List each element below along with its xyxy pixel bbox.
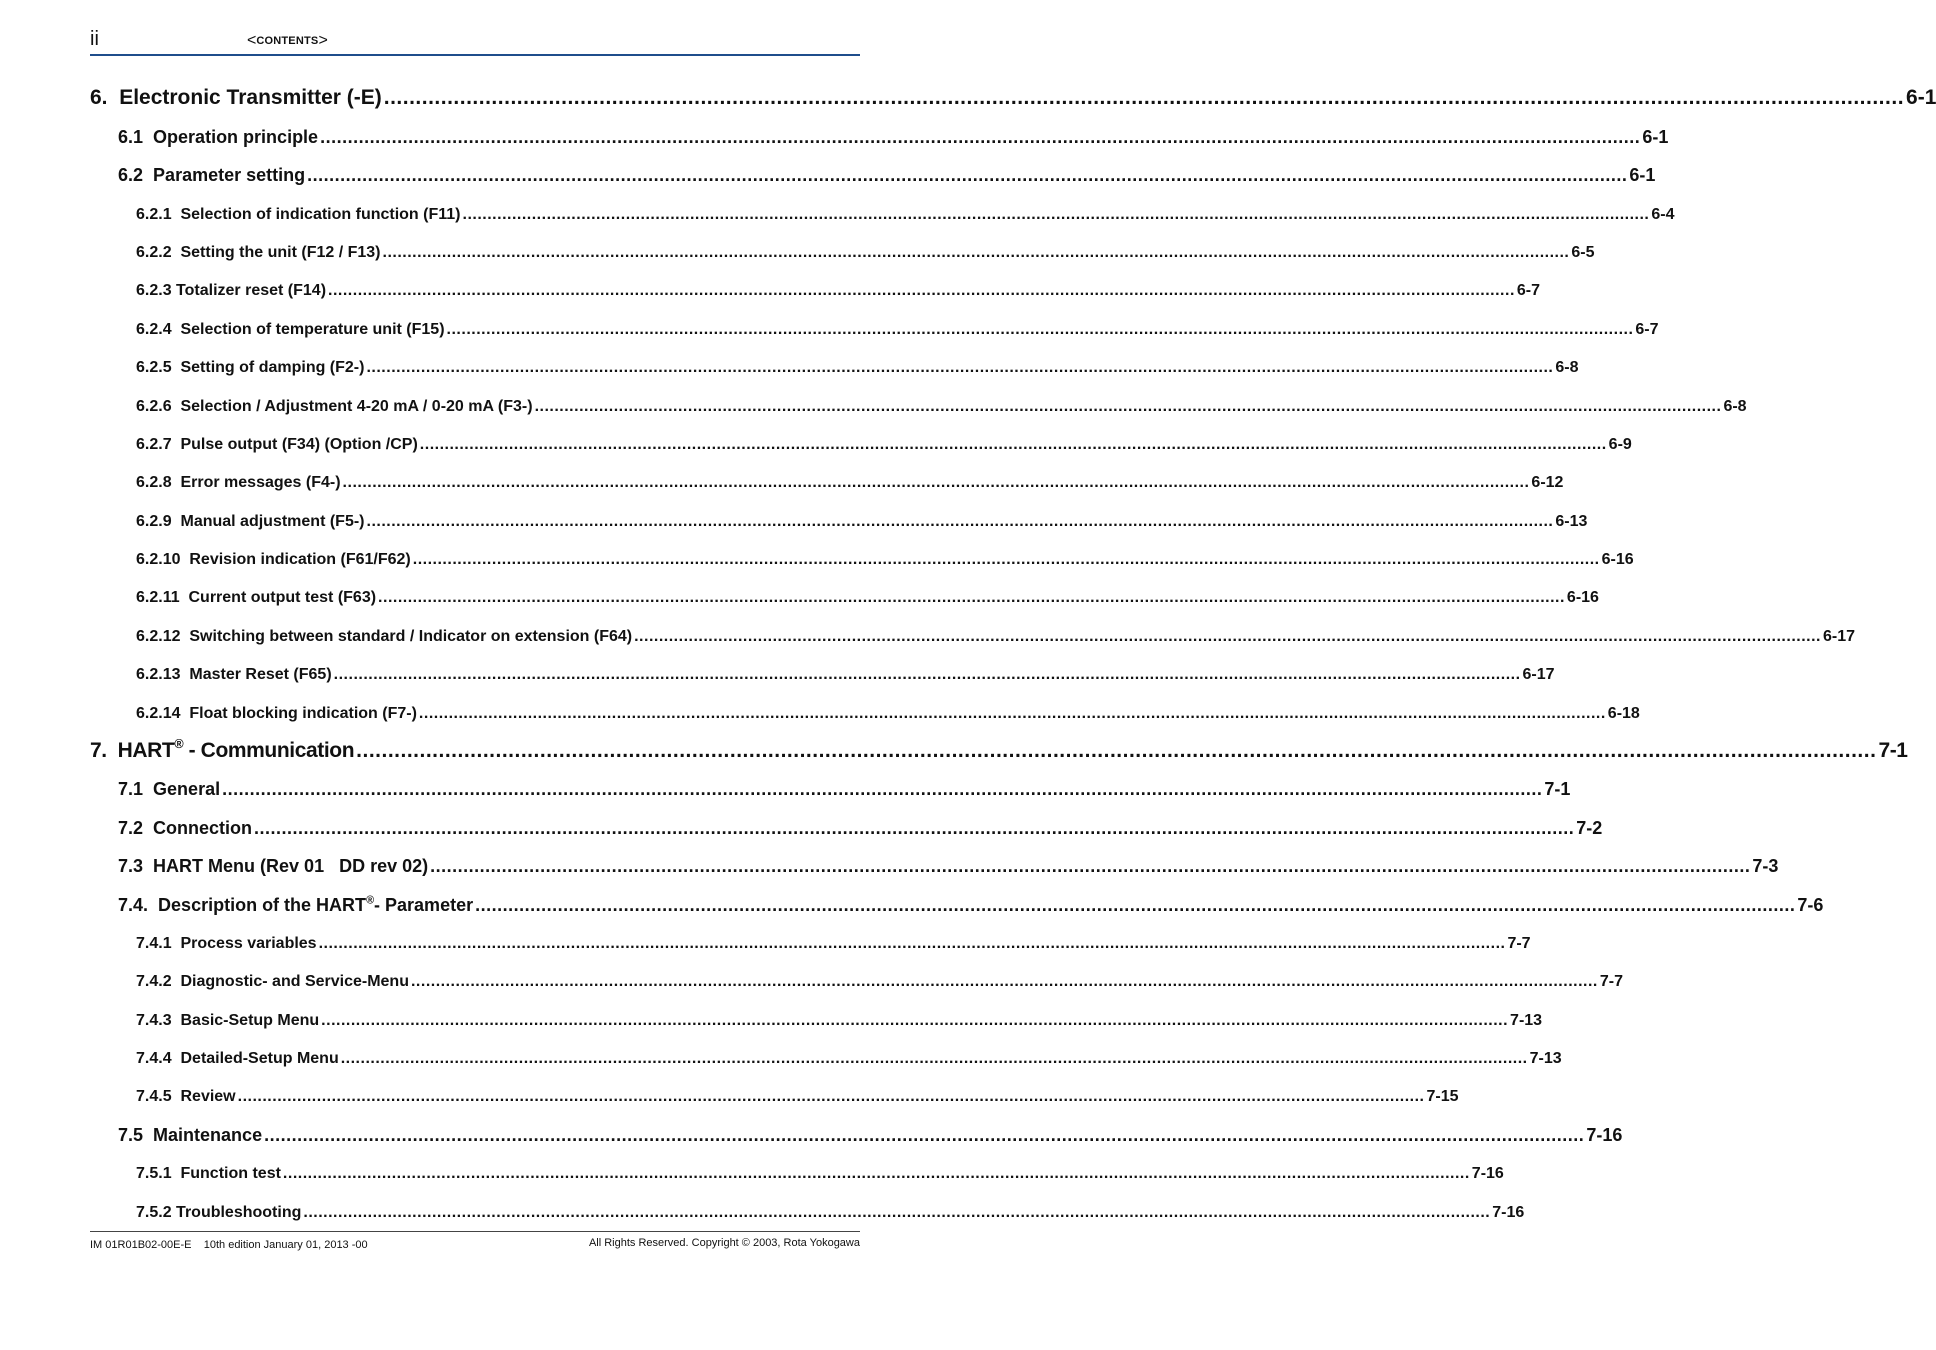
- dot-leader: ................................................................................................................................................................................................................................................: [412, 551, 1600, 568]
- footer-edition: 10th edition January 01, 2013 -00: [203, 1239, 368, 1251]
- dot-leader: ................................................................................................................................................................................................................................................: [382, 244, 1570, 261]
- toc-entry-page: 7-1: [1878, 739, 1908, 762]
- toc-entry-7-1[interactable]: [118, 779, 1571, 800]
- toc-entry-label: [136, 513, 365, 531]
- page-number: ii: [90, 28, 99, 50]
- toc-entry-number: 6.2.9: [136, 513, 172, 530]
- toc-entry-7-5-1[interactable]: [136, 1165, 1504, 1183]
- toc-entry-number: 6.2.12: [136, 628, 181, 645]
- toc-entry-7-5[interactable]: [118, 1125, 1623, 1146]
- section-tag-label: CONTENTS: [256, 35, 319, 47]
- dot-leader: ................................................................................................................................................................................................................................................: [534, 398, 1722, 415]
- toc-entry-label: [136, 589, 376, 607]
- toc-entry-title: Selection of temperature unit (F15): [180, 321, 445, 338]
- toc-entry-label: [118, 895, 473, 916]
- toc-entry-number: 7.4.: [118, 895, 149, 915]
- toc-entry-page: 6-17: [1522, 666, 1555, 683]
- toc-entry-title-rest: - Parameter: [374, 895, 474, 915]
- toc-entry-number: 7.: [90, 739, 107, 762]
- dot-leader: ................................................................................................................................................................................................................................................: [222, 779, 1543, 799]
- toc-entry-7-2[interactable]: [118, 818, 1603, 839]
- toc-entry-title: General: [153, 779, 221, 799]
- toc-entry-label: [90, 739, 354, 763]
- toc-entry-title: Selection / Adjustment 4-20 mA / 0-20 mA (F3-): [180, 398, 533, 415]
- toc-entry-label: [118, 127, 318, 148]
- toc-entry-number: 6.2: [118, 165, 144, 185]
- toc-entry-page: 6-8: [1555, 359, 1579, 376]
- dot-leader: ................................................................................................................................................................................................................................................: [254, 818, 1575, 838]
- toc-entry-number: 6.2.3: [136, 282, 172, 299]
- toc-entry-label: [136, 1012, 319, 1030]
- toc-entry-label: [136, 551, 411, 569]
- toc-entry-number: 6.2.8: [136, 474, 172, 491]
- toc-entry-label: [136, 1165, 281, 1183]
- toc-entry-title: Troubleshooting: [176, 1204, 302, 1221]
- page-footer: [90, 1231, 860, 1251]
- toc-entry-page: 6-4: [1651, 206, 1675, 223]
- toc-entry-number: 6.2.7: [136, 436, 172, 453]
- toc-entry-title: Current output test (F63): [188, 589, 377, 606]
- dot-leader: ................................................................................................................................................................................................................................................: [419, 436, 1607, 453]
- toc-entry-number: 7.1: [118, 779, 144, 799]
- dot-leader: ................................................................................................................................................................................................................................................: [282, 1165, 1470, 1182]
- dot-leader: ................................................................................................................................................................................................................................................: [475, 895, 1796, 915]
- toc-entry-title: Float blocking indication (F7-): [189, 705, 417, 722]
- toc-entry-page: 6-9: [1608, 436, 1632, 453]
- toc-entry-6-1[interactable]: [118, 127, 1669, 148]
- dot-leader: ................................................................................................................................................................................................................................................: [378, 589, 1565, 606]
- toc-entry-label: [136, 474, 341, 492]
- toc-entry-page: 7-13: [1510, 1012, 1543, 1029]
- toc-entry-page: 7-7: [1599, 973, 1623, 990]
- toc-entry-6-2[interactable]: [118, 165, 1656, 186]
- toc-entry-number: 6.2.2: [136, 244, 172, 261]
- toc-entry-page: 6-5: [1571, 244, 1595, 261]
- toc-entry-page: 7-16: [1586, 1125, 1623, 1145]
- toc-entry-number: 6.2.13: [136, 666, 181, 683]
- toc-entry-title: HART: [117, 739, 175, 762]
- toc-entry-number: 7.5: [118, 1125, 144, 1145]
- dot-leader: ................................................................................................................................................................................................................................................: [340, 1050, 1528, 1067]
- toc-entry-number: 7.4.3: [136, 1012, 172, 1029]
- toc-entry-title: Totalizer reset (F14): [176, 282, 327, 299]
- toc-entry-title: Maintenance: [153, 1125, 263, 1145]
- toc-entry-number: 6.2.11: [136, 589, 180, 606]
- toc-entry-title: Pulse output (F34) (Option /CP): [180, 436, 418, 453]
- footer-document-info: [90, 1238, 368, 1252]
- dot-leader: ................................................................................................................................................................................................................................................: [366, 359, 1554, 376]
- toc-entry-title: HART Menu (Rev 01 DD rev 02): [153, 856, 429, 876]
- dot-leader: ................................................................................................................................................................................................................................................: [366, 513, 1554, 530]
- dot-leader: ................................................................................................................................................................................................................................................: [320, 127, 1641, 147]
- dot-leader: ................................................................................................................................................................................................................................................: [446, 321, 1634, 338]
- toc-entry-7[interactable]: [90, 737, 1908, 763]
- toc-entry-label: [136, 705, 417, 723]
- toc-entry-6-2-13[interactable]: [136, 666, 1555, 684]
- toc-entry-6-2-3[interactable]: [136, 282, 1541, 300]
- section-tag-open: <: [247, 32, 257, 49]
- toc-entry-label: [118, 779, 220, 800]
- toc-entry-label: [118, 818, 252, 839]
- toc-entry-title: Switching between standard / Indicator on extension (F64): [189, 628, 633, 645]
- toc-entry-title: Parameter setting: [153, 165, 306, 185]
- footer-doc-id: IM 01R01B02-00E-E: [90, 1239, 192, 1251]
- registered-mark: ®: [174, 737, 184, 752]
- toc-entry-title: Diagnostic- and Service-Menu: [180, 973, 409, 990]
- toc-entry-page: 6-17: [1822, 628, 1856, 645]
- dot-leader: ................................................................................................................................................................................................................................................: [321, 1012, 1509, 1029]
- toc-entry-number: 6.1: [118, 127, 144, 147]
- toc-entry-number: 6.2.10: [136, 551, 181, 568]
- toc-entry-number: 6.2.4: [136, 321, 172, 338]
- toc-entry-title: Connection: [153, 818, 253, 838]
- dot-leader: ................................................................................................................................................................................................................................................: [462, 206, 1650, 223]
- toc-entry-number: 6.2.14: [136, 705, 181, 722]
- toc-entry-page: 7-15: [1426, 1088, 1459, 1105]
- dot-leader: ................................................................................................................................................................................................................................................: [264, 1125, 1585, 1145]
- toc-entry-title: Master Reset (F65): [189, 666, 332, 683]
- toc-entry-7-4-4[interactable]: [136, 1050, 1562, 1068]
- toc-entry-page: 7-16: [1471, 1165, 1504, 1182]
- toc-entry-page: 6-16: [1601, 551, 1634, 568]
- dot-leader: ................................................................................................................................................................................................................................................: [356, 739, 1877, 762]
- dot-leader: ................................................................................................................................................................................................................................................: [383, 86, 1905, 109]
- toc-entry-label: [136, 436, 418, 454]
- toc-entry-6-2-10[interactable]: [136, 551, 1634, 569]
- toc-entry-6-2-1[interactable]: [136, 206, 1675, 224]
- toc-entry-title: Electronic Transmitter (-E): [119, 86, 382, 109]
- toc-entry-page: 6-8: [1723, 398, 1747, 415]
- toc-entry-number: 6.2.5: [136, 359, 172, 376]
- toc-entry-6-2-6[interactable]: [136, 398, 1747, 416]
- toc-entry-title: Process variables: [180, 935, 317, 952]
- toc-entry-label: [136, 1204, 301, 1222]
- toc-entry-6-2-5[interactable]: [136, 359, 1579, 377]
- toc-entry-label: [118, 1125, 262, 1146]
- toc-entry-7-5-2[interactable]: [136, 1204, 1525, 1222]
- toc-entry-label: [136, 935, 317, 953]
- toc-entry-title: Manual adjustment (F5-): [180, 513, 365, 530]
- toc-entry-page: 7-13: [1529, 1050, 1562, 1067]
- toc-entry-label: [118, 856, 428, 877]
- toc-entry-6[interactable]: [90, 86, 1936, 110]
- toc-entry-title: Error messages (F4-): [180, 474, 341, 491]
- dot-leader: ................................................................................................................................................................................................................................................: [418, 705, 1606, 722]
- toc-entry-7-3[interactable]: [118, 856, 1779, 877]
- toc-entry-page: 7-2: [1576, 818, 1603, 838]
- toc-entry-6-2-7[interactable]: [136, 436, 1632, 454]
- toc-entry-7-4-3[interactable]: [136, 1012, 1543, 1030]
- toc-entry-number: 7.4.2: [136, 973, 172, 990]
- toc-entry-label: [118, 165, 305, 186]
- toc-entry-title: Detailed-Setup Menu: [180, 1050, 339, 1067]
- toc-entry-title: Setting of damping (F2-): [180, 359, 365, 376]
- toc-entry-7-4-5[interactable]: [136, 1088, 1459, 1106]
- toc-entry-page: 7-1: [1544, 779, 1571, 799]
- toc-entry-6-2-2[interactable]: [136, 244, 1595, 262]
- toc-entry-6-2-12[interactable]: [136, 628, 1856, 646]
- toc-entry-title: Selection of indication function (F11): [180, 206, 461, 223]
- toc-entry-label: [136, 206, 461, 224]
- toc-entry-6-2-8[interactable]: [136, 474, 1564, 492]
- toc-entry-number: 6.2.6: [136, 398, 172, 415]
- toc-entry-7-4-2[interactable]: [136, 973, 1623, 991]
- toc-entry-title: Setting the unit (F12 / F13): [180, 244, 381, 261]
- toc-entry-page: 6-7: [1635, 321, 1659, 338]
- toc-entry-title: Description of the HART: [158, 895, 367, 915]
- toc-entry-label: [136, 1088, 236, 1106]
- toc-entry-page: 6-1: [1906, 86, 1936, 109]
- toc-entry-7-4[interactable]: [118, 894, 1824, 916]
- toc-entry-6-2-4[interactable]: [136, 321, 1659, 339]
- toc-entry-label: [136, 628, 632, 646]
- toc-entry-page: 7-3: [1752, 856, 1779, 876]
- footer-copyright: All Rights Reserved. Copyright © 2003, Rota Yokogawa: [588, 1237, 860, 1249]
- section-tag-close: >: [318, 32, 328, 49]
- toc-entry-6-2-14[interactable]: [136, 705, 1640, 723]
- dot-leader: ................................................................................................................................................................................................................................................: [634, 628, 1821, 645]
- toc-entry-page: 6-16: [1566, 589, 1599, 606]
- toc-entry-title: Basic-Setup Menu: [180, 1012, 320, 1029]
- toc-entry-title: Review: [180, 1088, 236, 1105]
- toc-entry-page: 6-18: [1607, 705, 1640, 722]
- dot-leader: ................................................................................................................................................................................................................................................: [237, 1088, 1425, 1105]
- toc-entry-number: 6.2.1: [136, 206, 172, 223]
- toc-entry-page: 6-1: [1629, 165, 1656, 185]
- toc-entry-page: 6-13: [1555, 513, 1588, 530]
- toc-entry-number: 7.2: [118, 818, 144, 838]
- toc-entry-title-rest: - Communication: [183, 739, 355, 762]
- dot-leader: ................................................................................................................................................................................................................................................: [303, 1204, 1491, 1221]
- dot-leader: ................................................................................................................................................................................................................................................: [328, 282, 1515, 299]
- dot-leader: ................................................................................................................................................................................................................................................: [342, 474, 1530, 491]
- toc-entry-page: 6-12: [1531, 474, 1564, 491]
- section-tag: [247, 32, 328, 50]
- dot-leader: ................................................................................................................................................................................................................................................: [307, 165, 1628, 185]
- toc-entry-7-4-1[interactable]: [136, 935, 1531, 953]
- toc-entry-page: 6-7: [1516, 282, 1541, 299]
- toc-entry-page: 6-1: [1642, 127, 1669, 147]
- toc-entry-number: 7.3: [118, 856, 144, 876]
- toc-entry-page: 7-16: [1492, 1204, 1525, 1221]
- toc-entry-label: [136, 398, 533, 416]
- toc-entry-title: Function test: [180, 1165, 281, 1182]
- toc-entry-number: 7.5.2: [136, 1204, 172, 1221]
- toc-entry-number: 7.4.5: [136, 1088, 172, 1105]
- toc-entry-6-2-9[interactable]: [136, 513, 1588, 531]
- toc-entry-label: [136, 282, 326, 300]
- registered-mark: ®: [366, 894, 375, 907]
- dot-leader: ................................................................................................................................................................................................................................................: [318, 935, 1506, 952]
- page-header: [90, 28, 860, 56]
- toc-entry-title: Revision indication (F61/F62): [189, 551, 411, 568]
- toc-entry-6-2-11[interactable]: [136, 589, 1599, 607]
- toc-entry-label: [136, 973, 409, 991]
- toc-entry-label: [136, 666, 332, 684]
- toc-entry-page: 7-7: [1507, 935, 1531, 952]
- dot-leader: ................................................................................................................................................................................................................................................: [333, 666, 1521, 683]
- toc-entry-number: 7.4.4: [136, 1050, 172, 1067]
- toc-entry-number: 7.5.1: [136, 1165, 172, 1182]
- dot-leader: ................................................................................................................................................................................................................................................: [430, 856, 1751, 876]
- toc-entry-title: Operation principle: [153, 127, 319, 147]
- toc-entry-label: [136, 1050, 339, 1068]
- dot-leader: ................................................................................................................................................................................................................................................: [410, 973, 1598, 990]
- toc-entry-number: 7.4.1: [136, 935, 172, 952]
- toc-entry-label: [136, 321, 445, 339]
- toc-entry-label: [90, 86, 382, 110]
- toc-entry-page: 7-6: [1797, 895, 1824, 915]
- toc-entry-label: [136, 359, 364, 377]
- toc-entry-label: [136, 244, 381, 262]
- toc-entry-number: 6.: [90, 86, 108, 109]
